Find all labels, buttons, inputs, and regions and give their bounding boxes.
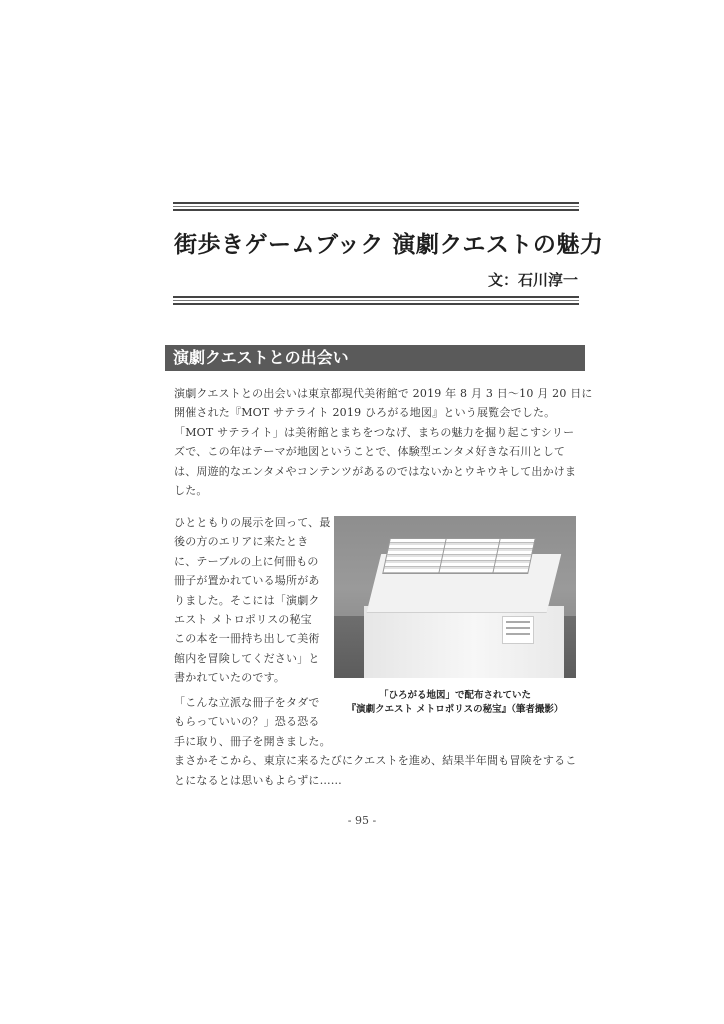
page-number: - 95 - (347, 814, 377, 827)
text-line: 演劇クエストとの出会いは東京都現代美術館で 2019 年 8 月 3 日～10 月 20 日に (174, 387, 593, 400)
text-line: ズで、この年はテーマが地図ということで、体験型エンタメ好きな石川として (174, 445, 566, 459)
text-line: 後の方のエリアに来たとき (174, 535, 309, 549)
text-line: エスト メトロポリスの秘宝 (174, 613, 312, 627)
text-line: りました。そこには「演劇ク (174, 593, 320, 607)
text-line: 開催された『MOT サテライト 2019 ひろがる地図』という展覧会でした。 (174, 406, 556, 420)
photo-caption-line-2: 『演劇クエスト メトロポリスの秘宝』（筆者撮影） (346, 704, 564, 715)
photo-table-side (364, 606, 564, 678)
section-heading: 演劇クエストとの出会い (165, 345, 585, 371)
text-line: まさかそこから、東京に来るたびにクエストを進め、結果半年間も冒険をするこ (174, 754, 577, 768)
text-line: は、周遊的なエンタメやコンテンツがあるのではないかとウキウキして出かけま (174, 464, 577, 478)
exhibit-photo (334, 516, 576, 678)
text-line: 館内を冒険してください」と (174, 651, 320, 665)
photo-caption-line-1: 「ひろがる地図」で配布されていた (378, 690, 531, 701)
text-line: した。 (174, 484, 208, 498)
title-top-rule (173, 202, 579, 213)
text-line: 書かれていたのです。 (174, 671, 286, 685)
text-line: 「MOT サテライト」は美術館とまちをつなげ、まちの魅力を掘り起こすシリー (174, 425, 575, 439)
title-bottom-rule (173, 296, 579, 307)
exhibit-paragraph (174, 513, 331, 688)
intro-paragraph (174, 384, 593, 500)
text-line: に、テーブルの上に何冊もの (174, 554, 319, 568)
text-line: この本を一冊持ち出して美術 (174, 632, 320, 646)
text-line: 「こんな立派な冊子をタダで (174, 696, 320, 709)
text-line: 手に取り、冊子を開きました。 (174, 734, 331, 748)
closing-paragraph (174, 693, 577, 790)
text-line: 冊子が置かれている場所があ (174, 574, 320, 588)
exhibit-label-card (502, 616, 534, 644)
text-line: もらっていいの？」恐る恐る (174, 715, 320, 729)
text-line: ひとともりの展示を回って、最 (174, 516, 331, 529)
text-line: とになるとは思いもよらずに…… (174, 773, 342, 787)
article-title: 街歩きゲームブック 演劇クエストの魅力 (174, 232, 604, 258)
article-author: 文：石川淳一 (487, 271, 578, 289)
booklet-stack (492, 538, 536, 574)
